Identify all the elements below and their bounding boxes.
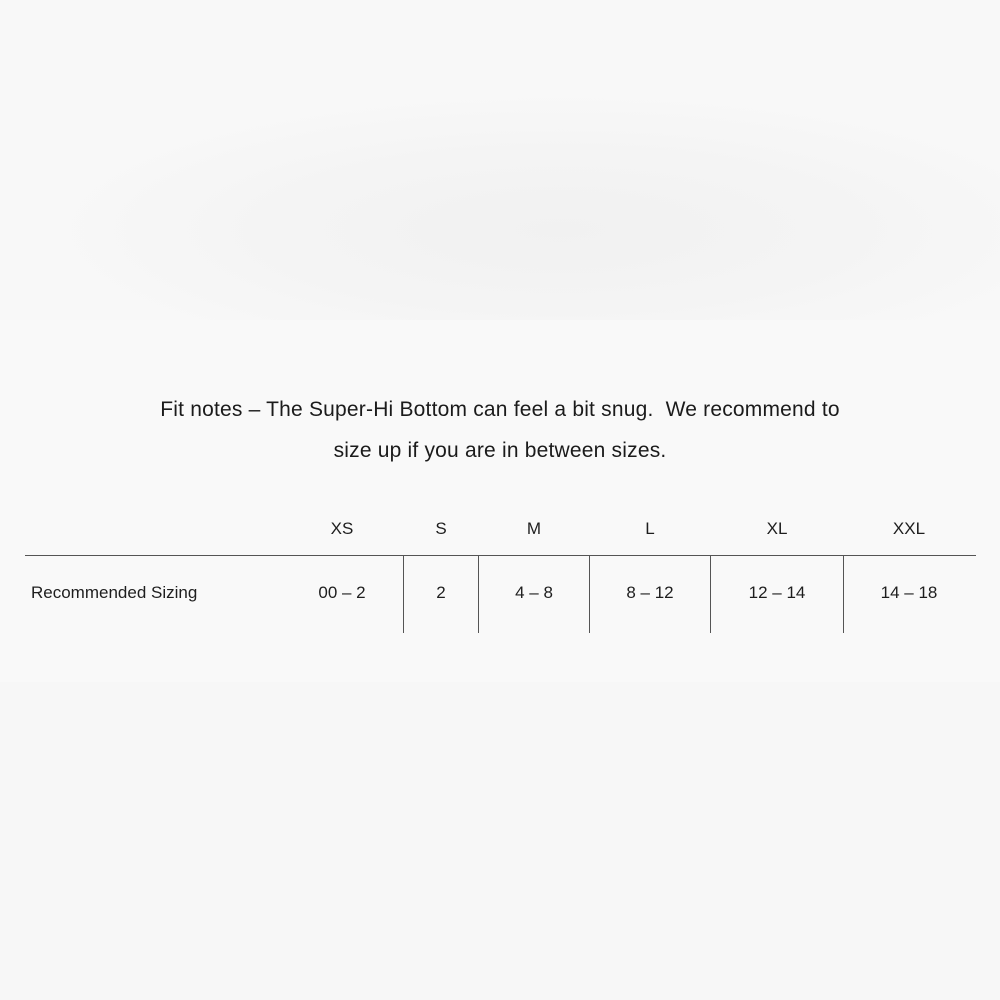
column-divider — [710, 556, 711, 633]
sizing-value-xl: 12 – 14 — [748, 583, 806, 602]
size-header-m: M — [526, 519, 542, 538]
fit-notes — [0, 389, 1000, 471]
column-divider — [843, 556, 844, 633]
background-top — [0, 0, 1000, 320]
column-divider — [478, 556, 479, 633]
table-header-divider — [25, 555, 976, 556]
fit-notes-line-2: size up if you are in between sizes. — [333, 439, 667, 462]
size-header-l: L — [645, 519, 655, 538]
background-bottom — [0, 682, 1000, 1000]
size-header-xxl: XXL — [892, 519, 926, 538]
column-divider — [589, 556, 590, 633]
fit-notes-line-1: Fit notes – The Super-Hi Bottom can feel a bit snug. We recommend to — [160, 398, 840, 421]
recommended-sizing-label: Recommended Sizing — [31, 583, 198, 602]
sizing-value-s: 2 — [436, 583, 446, 602]
sizing-value-l: 8 – 12 — [626, 583, 674, 602]
sizing-value-m: 4 – 8 — [515, 583, 553, 602]
background-content-band — [0, 320, 1000, 682]
size-header-xs: XS — [330, 519, 354, 538]
column-divider — [403, 556, 404, 633]
size-header-s: S — [435, 519, 447, 538]
size-header-xl: XL — [766, 519, 788, 538]
sizing-value-xs: 00 – 2 — [318, 583, 366, 602]
sizing-value-xxl: 14 – 18 — [880, 583, 938, 602]
